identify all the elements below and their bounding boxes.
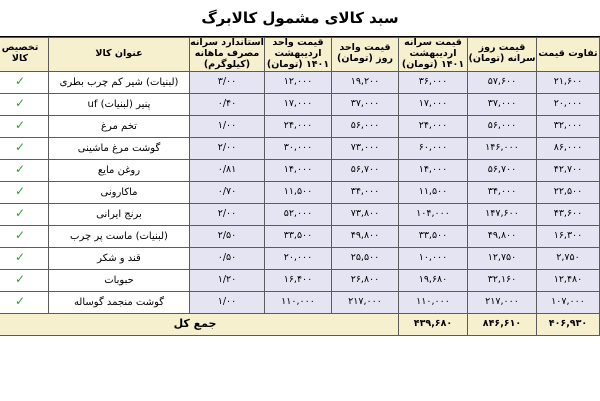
document-header: [0, 0, 600, 37]
cell-diff: ۱۶,۳۰۰: [537, 225, 600, 247]
cell-product-name: گوشت مرغ ماشینی: [49, 137, 190, 159]
cell-unit-daily: ۴۹,۸۰۰: [332, 225, 399, 247]
cell-standard: ۰/۷۰: [190, 181, 265, 203]
cell-standard: ۰/۵۰: [190, 247, 265, 269]
cell-standard: ۲/۰۰: [190, 137, 265, 159]
table-body: [0, 71, 600, 313]
cell-unit-daily: ۵۶,۰۰۰: [332, 115, 399, 137]
cell-unit-last: ۳۰,۰۰۰: [265, 137, 332, 159]
column-header-product-name: عنوان کالا: [49, 38, 190, 72]
check-icon: ✓: [0, 291, 49, 313]
cell-standard: ۳/۰۰: [190, 71, 265, 93]
cell-diff: ۴۳,۶۰۰: [537, 203, 600, 225]
cell-daily-per-capita: ۵۶,۰۰۰: [468, 115, 537, 137]
cell-standard: ۰/۸۱: [190, 159, 265, 181]
cell-unit-last: ۱۶,۴۰۰: [265, 269, 332, 291]
cell-last-per-capita: ۳۳,۵۰۰: [399, 225, 468, 247]
table-row: [0, 225, 600, 247]
table-row: [0, 93, 600, 115]
cell-diff: ۸۶,۰۰۰: [537, 137, 600, 159]
cell-daily-per-capita: ۴۹,۸۰۰: [468, 225, 537, 247]
cell-unit-last: ۱۷,۰۰۰: [265, 93, 332, 115]
cell-unit-daily: ۷۳,۰۰۰: [332, 137, 399, 159]
cell-daily-per-capita: ۳۴,۰۰۰: [468, 181, 537, 203]
cell-unit-daily: ۳۴,۰۰۰: [332, 181, 399, 203]
cell-last-per-capita: ۱۱۰,۰۰۰: [399, 291, 468, 313]
cell-last-per-capita: ۱۴,۰۰۰: [399, 159, 468, 181]
cell-unit-last: ۲۴,۰۰۰: [265, 115, 332, 137]
cell-unit-daily: ۷۳,۸۰۰: [332, 203, 399, 225]
cell-daily-per-capita: ۱۲,۷۵۰: [468, 247, 537, 269]
cell-product-name: روغن مایع: [49, 159, 190, 181]
cell-daily-per-capita: ۱۴۷,۶۰۰: [468, 203, 537, 225]
column-header-last-per-capita: قیمت سرانه اردیبهشت ۱۴۰۱ (تومان): [399, 38, 468, 72]
cell-unit-daily: ۲۵,۵۰۰: [332, 247, 399, 269]
total-daily-per-capita: ۸۴۶,۶۱۰: [468, 313, 537, 335]
table-row: [0, 115, 600, 137]
cell-product-name: پنیر (لبنیات) uf: [49, 93, 190, 115]
check-icon: ✓: [0, 71, 49, 93]
column-header-allocation: تخصیص کالا: [0, 38, 49, 72]
cell-diff: ۱۰۷,۰۰۰: [537, 291, 600, 313]
basket-table: [0, 37, 600, 336]
cell-last-per-capita: ۱۷,۰۰۰: [399, 93, 468, 115]
cell-last-per-capita: ۱۱,۵۰۰: [399, 181, 468, 203]
check-icon: ✓: [0, 115, 49, 137]
check-icon: ✓: [0, 269, 49, 291]
cell-unit-daily: ۲۶,۸۰۰: [332, 269, 399, 291]
cell-daily-per-capita: ۱۴۶,۰۰۰: [468, 137, 537, 159]
cell-unit-daily: ۳۷,۰۰۰: [332, 93, 399, 115]
cell-standard: ۲/۰۰: [190, 203, 265, 225]
table-row: [0, 71, 600, 93]
column-header-unit-last: قیمت واحد اردیبهشت ۱۴۰۱ (تومان): [265, 38, 332, 72]
cell-product-name: ماکارونی: [49, 181, 190, 203]
table-row: [0, 269, 600, 291]
cell-last-per-capita: ۳۶,۰۰۰: [399, 71, 468, 93]
column-header-standard: استاندارد سرانه مصرف ماهانه (کیلوگرم): [190, 37, 264, 70]
cell-standard: ۰/۴۰: [190, 93, 265, 115]
cell-diff: ۴۲,۷۰۰: [537, 159, 600, 181]
cell-daily-per-capita: ۲۱۷,۰۰۰: [468, 291, 537, 313]
table-row: [0, 291, 600, 313]
page-title: سبد کالای مشمول کالابرگ: [201, 9, 399, 27]
table-head: [0, 38, 600, 72]
cell-unit-daily: ۱۹,۲۰۰: [332, 71, 399, 93]
check-icon: ✓: [0, 225, 49, 247]
check-icon: ✓: [0, 247, 49, 269]
cell-diff: ۲۱,۶۰۰: [537, 71, 600, 93]
column-header-daily-per-capita: قیمت روز سرانه (تومان): [468, 38, 537, 72]
column-header-unit-daily: قیمت واحد روز (تومان): [332, 38, 399, 72]
cell-last-per-capita: ۱۰۴,۰۰۰: [399, 203, 468, 225]
cell-diff: ۲۰,۰۰۰: [537, 93, 600, 115]
cell-unit-last: ۳۳,۵۰۰: [265, 225, 332, 247]
cell-last-per-capita: ۱۰,۰۰۰: [399, 247, 468, 269]
cell-daily-per-capita: ۵۶,۷۰۰: [468, 159, 537, 181]
cell-product-name: برنج ایرانی: [49, 203, 190, 225]
check-icon: ✓: [0, 181, 49, 203]
cell-product-name: قند و شکر: [49, 247, 190, 269]
table-row: [0, 203, 600, 225]
cell-diff: ۳۲,۰۰۰: [537, 115, 600, 137]
header-row: [0, 38, 600, 72]
cell-unit-last: ۲۰,۰۰۰: [265, 247, 332, 269]
cell-daily-per-capita: ۳۲,۱۶۰: [468, 269, 537, 291]
cell-unit-daily: ۵۶,۷۰۰: [332, 159, 399, 181]
cell-diff: ۱۲,۴۸۰: [537, 269, 600, 291]
cell-daily-per-capita: ۳۷,۰۰۰: [468, 93, 537, 115]
column-header-diff: تفاوت قیمت: [537, 38, 600, 72]
table-foot: [0, 313, 600, 335]
cell-unit-last: ۱۴,۰۰۰: [265, 159, 332, 181]
cell-diff: ۲۲,۵۰۰: [537, 181, 600, 203]
cell-unit-daily: ۲۱۷,۰۰۰: [332, 291, 399, 313]
total-row: [0, 313, 600, 335]
table-row: [0, 159, 600, 181]
cell-product-name: گوشت منجمد گوساله: [49, 291, 190, 313]
table-row: [0, 137, 600, 159]
cell-standard: ۲/۵۰: [190, 225, 265, 247]
table-row: [0, 247, 600, 269]
cell-unit-last: ۱۱۰,۰۰۰: [265, 291, 332, 313]
cell-unit-last: ۱۱,۵۰۰: [265, 181, 332, 203]
check-icon: ✓: [0, 203, 49, 225]
cell-standard: ۱/۰۰: [190, 115, 265, 137]
cell-last-per-capita: ۲۴,۰۰۰: [399, 115, 468, 137]
cell-standard: ۱/۰۰: [190, 291, 265, 313]
total-last-per-capita: ۴۳۹,۶۸۰: [399, 313, 468, 335]
cell-unit-last: ۵۲,۰۰۰: [265, 203, 332, 225]
cell-diff: ۲,۷۵۰: [537, 247, 600, 269]
cell-last-per-capita: ۱۹,۶۸۰: [399, 269, 468, 291]
cell-daily-per-capita: ۵۷,۶۰۰: [468, 71, 537, 93]
total-diff: ۴۰۶,۹۳۰: [537, 313, 600, 335]
cell-product-name: حبوبات: [49, 269, 190, 291]
cell-unit-last: ۱۲,۰۰۰: [265, 71, 332, 93]
table-row: [0, 181, 600, 203]
total-label: جمع کل: [0, 313, 399, 335]
check-icon: ✓: [0, 137, 49, 159]
cell-product-name: (لبنیات) شیر کم چرب بطری: [49, 71, 190, 93]
cell-standard: ۱/۲۰: [190, 269, 265, 291]
check-icon: ✓: [0, 159, 49, 181]
cell-product-name: (لبنیات) ماست پر چرب: [49, 225, 190, 247]
check-icon: ✓: [0, 93, 49, 115]
cell-last-per-capita: ۶۰,۰۰۰: [399, 137, 468, 159]
cell-product-name: تخم مرغ: [49, 115, 190, 137]
